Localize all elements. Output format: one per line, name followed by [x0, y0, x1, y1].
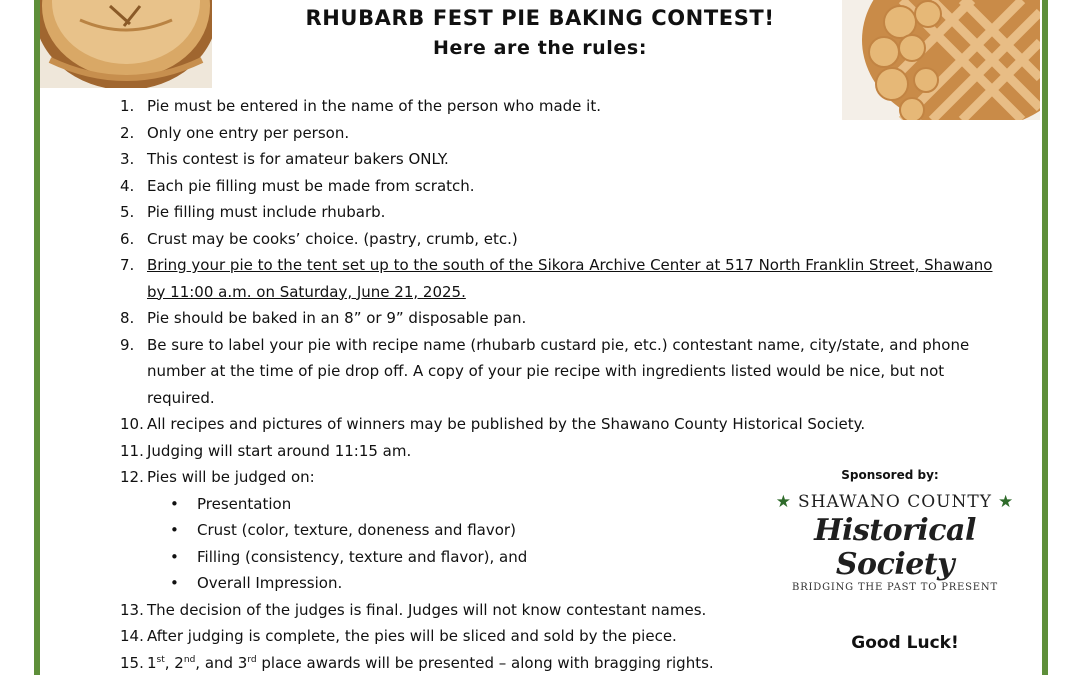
rule-number: 10. [120, 411, 147, 438]
rule-item-dropoff [120, 252, 1010, 305]
rule-number: 9. [120, 332, 147, 412]
rule-item [120, 173, 1010, 200]
bullet-icon: • [170, 517, 197, 544]
bullet-icon: • [170, 570, 197, 597]
page-subtitle: Here are the rules: [0, 37, 1080, 59]
logo-tagline: BRIDGING THE PAST TO PRESENT [760, 582, 1030, 593]
rule-number: 13. [120, 597, 147, 624]
rule-item [120, 597, 1010, 624]
star-icon: ★ [998, 492, 1014, 512]
rule-item [120, 305, 1010, 332]
award-second-suffix: nd [184, 655, 195, 665]
rule-text-awards [147, 650, 1010, 676]
rule-text: Pie filling must include rhubarb. [147, 199, 1010, 226]
rule-text: Each pie filling must be made from scratch. [147, 173, 1010, 200]
rule-text: Pies will be judged on: [147, 464, 1010, 491]
rule-number: 7. [120, 252, 147, 305]
award-rest: place awards will be presented – along with bragging rights. [257, 654, 714, 672]
award-third-suffix: rd [247, 655, 256, 665]
criteria-text: Filling (consistency, texture and flavor), and [197, 544, 527, 571]
rule-number: 5. [120, 199, 147, 226]
page-border-left [34, 0, 40, 675]
rule-item [120, 226, 1010, 253]
page-border-right [1042, 0, 1048, 675]
rule-item [120, 120, 1010, 147]
logo-county-line [760, 490, 1030, 514]
rule-number: 11. [120, 438, 147, 465]
rule-item [120, 438, 1010, 465]
rule-text: Judging will start around 11:15 am. [147, 438, 1010, 465]
logo-society-name: Historical Society [760, 514, 1030, 582]
rule-item [120, 650, 1010, 676]
rule-text: This contest is for amateur bakers ONLY. [147, 146, 1010, 173]
rule-item [120, 146, 1010, 173]
award-second: , 2 [165, 654, 184, 672]
criteria-text: Overall Impression. [197, 570, 342, 597]
rule-item [120, 411, 1010, 438]
criteria-text: Crust (color, texture, doneness and flavor) [197, 517, 516, 544]
page-title: RHUBARB FEST PIE BAKING CONTEST! [0, 6, 1080, 30]
rule-text: Crust may be cooks’ choice. (pastry, crumb, etc.) [147, 226, 1010, 253]
award-third: , and 3 [195, 654, 247, 672]
rule-number: 2. [120, 120, 147, 147]
rule-number: 12. [120, 464, 147, 491]
star-icon: ★ [776, 492, 792, 512]
rule-text: After judging is complete, the pies will be sliced and sold by the piece. [147, 623, 1010, 650]
rule-number: 4. [120, 173, 147, 200]
rule-number: 14. [120, 623, 147, 650]
rule-text: Pie must be entered in the name of the person who made it. [147, 93, 1010, 120]
rule-text: The decision of the judges is final. Judges will not know contestant names. [147, 597, 1010, 624]
rule-text: Bring your pie to the tent set up to the south of the Sikora Archive Center at 517 North Franklin Street, Shawano by 11:00 a.m. on Saturday, June 21, 2025. [147, 252, 1010, 305]
historical-society-logo [760, 490, 1030, 570]
rule-item [120, 332, 1010, 412]
good-luck-text: Good Luck! [790, 633, 1020, 653]
rule-text: All recipes and pictures of winners may be published by the Shawano County Historical Society. [147, 411, 1010, 438]
rule-text: Be sure to label your pie with recipe name (rhubarb custard pie, etc.) contestant name, city/state, and phone number at the time of pie drop off. A copy of your pie recipe with ingredients listed would be nice, but not required. [147, 332, 1010, 412]
rule-number: 1. [120, 93, 147, 120]
rule-number: 6. [120, 226, 147, 253]
sponsored-label: Sponsored by: [780, 468, 1000, 482]
bullet-icon: • [170, 491, 197, 518]
rule-number: 15. [120, 650, 147, 676]
rule-item [120, 199, 1010, 226]
rule-number: 8. [120, 305, 147, 332]
bullet-icon: • [170, 544, 197, 571]
rule-text: Only one entry per person. [147, 120, 1010, 147]
rule-number: 3. [120, 146, 147, 173]
award-first: 1 [147, 654, 157, 672]
rule-item [120, 93, 1010, 120]
criteria-text: Presentation [197, 491, 291, 518]
logo-county: SHAWANO COUNTY [798, 492, 992, 512]
rule-text: Pie should be baked in an 8” or 9” disposable pan. [147, 305, 1010, 332]
award-first-suffix: st [157, 655, 165, 665]
